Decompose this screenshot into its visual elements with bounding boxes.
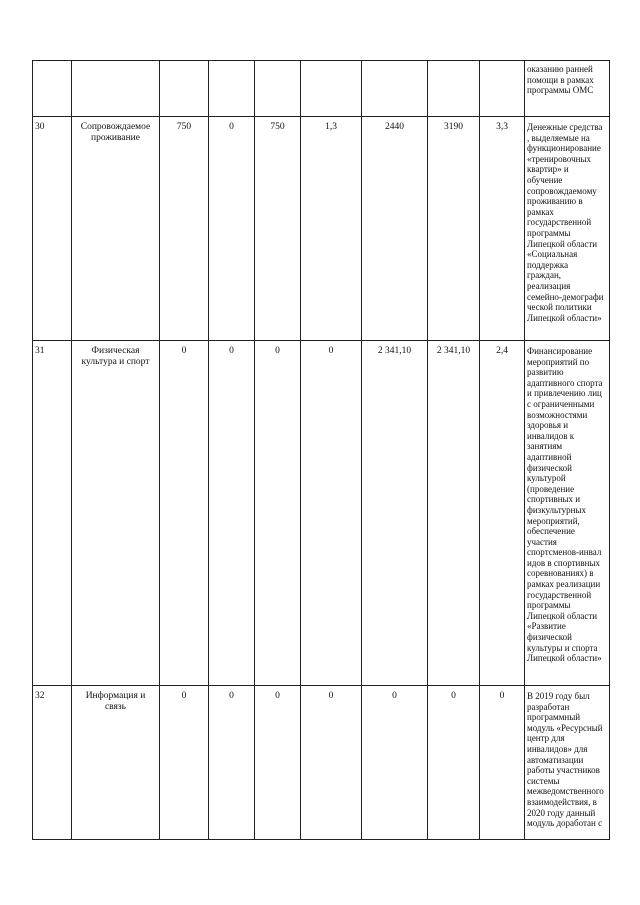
note-line: программы ОМС: [527, 85, 594, 96]
note-line: (проведение: [527, 483, 575, 494]
value-cell: [301, 61, 362, 117]
table-row: [33, 341, 610, 686]
value-cell: 0: [301, 686, 362, 840]
note-line: идов в спортивных: [527, 557, 600, 568]
value-cell: 3190: [428, 117, 480, 341]
note-line: и привлечению лиц: [527, 388, 602, 399]
section-name-cell: Сопровождаемое проживание: [72, 117, 160, 341]
value-cell: 0: [480, 686, 525, 840]
note-line: , выделяемые на: [527, 132, 590, 143]
note-line: физической: [527, 462, 572, 473]
note-line: мероприятий по: [527, 356, 590, 367]
note-line: В 2019 году был: [527, 691, 590, 701]
value-cell: 750: [160, 117, 209, 341]
value-cell: [480, 61, 525, 117]
note-line: системы: [527, 775, 560, 786]
note-line: инвалидов к: [527, 430, 575, 441]
row-number-cell: 30: [33, 117, 72, 341]
note-line: культуры и спорта: [527, 642, 598, 653]
note-line: функционирование: [527, 143, 601, 154]
value-cell: 2 341,10: [428, 341, 480, 686]
value-cell: 2440: [362, 117, 428, 341]
note-line: возможностями: [527, 409, 588, 420]
note-line: обеспечение: [527, 526, 575, 537]
note-line: участия: [527, 536, 557, 547]
note-line: соревнованиях) в: [527, 568, 594, 579]
value-cell: [209, 61, 255, 117]
value-cell: 2 341,10: [362, 341, 428, 686]
note-line: «Развитие: [527, 621, 566, 632]
note-line: «Социальная: [527, 249, 578, 260]
section-name-cell: Информация и связь: [72, 686, 160, 840]
note-line: культурой: [527, 473, 566, 484]
value-cell: 0: [209, 686, 255, 840]
note-line: семейно-демографи: [527, 291, 604, 302]
note-line: поддержка: [527, 259, 569, 270]
note-line: занятиям: [527, 441, 563, 452]
value-cell: 0: [362, 686, 428, 840]
note-line: помощи в рамках: [527, 74, 594, 85]
budget-table: [32, 60, 610, 840]
note-line: Липецкой области: [527, 238, 598, 249]
value-cell: 750: [255, 117, 301, 341]
value-cell: 0: [428, 686, 480, 840]
value-cell: 0: [301, 341, 362, 686]
note-line: реализация: [527, 280, 571, 291]
row-number-cell: 31: [33, 341, 72, 686]
value-cell: 2,4: [480, 341, 525, 686]
section-name-cell: [72, 61, 160, 117]
note-line: взаимодействия, в: [527, 796, 597, 807]
note-line: обучение: [527, 174, 563, 185]
value-cell: 0: [160, 341, 209, 686]
note-line: рамках реализации: [527, 579, 601, 590]
table-row: [33, 686, 610, 840]
note-line: граждан,: [527, 270, 562, 281]
note-line: программы: [527, 600, 571, 611]
note-line: оказанию ранней: [527, 64, 593, 74]
value-cell: 0: [209, 117, 255, 341]
note-line: Липецкой области»: [527, 653, 602, 664]
note-line: адаптивного спорта: [527, 377, 603, 388]
note-cell: [525, 61, 610, 117]
value-cell: [428, 61, 480, 117]
note-line: физкультурных: [527, 504, 586, 515]
value-cell: 3,3: [480, 117, 525, 341]
note-line: Липецкой области»: [527, 312, 602, 323]
value-cell: 0: [255, 686, 301, 840]
note-line: здоровья и: [527, 420, 569, 431]
value-cell: 1,3: [301, 117, 362, 341]
note-line: инвалидов» для: [527, 743, 588, 754]
note-cell: [525, 686, 610, 840]
note-line: рамках: [527, 206, 554, 217]
table-body: [33, 61, 610, 840]
note-line: программы: [527, 227, 571, 238]
note-line: работы участников: [527, 765, 600, 776]
value-cell: [362, 61, 428, 117]
value-cell: 0: [209, 341, 255, 686]
note-line: межведомственного: [527, 786, 604, 797]
note-line: модуль доработан с: [527, 818, 603, 829]
note-line: проживанию в: [527, 196, 583, 207]
note-line: Липецкой области: [527, 610, 598, 621]
row-number-cell: 32: [33, 686, 72, 840]
note-line: мероприятий,: [527, 515, 580, 526]
note-line: адаптивной: [527, 451, 572, 462]
value-cell: [160, 61, 209, 117]
section-name-cell: Физическая культура и спорт: [72, 341, 160, 686]
note-line: «тренировочных: [527, 153, 592, 164]
note-line: физической: [527, 632, 572, 643]
row-number-cell: [33, 61, 72, 117]
note-cell: [525, 117, 610, 341]
note-line: ческой политики: [527, 302, 592, 313]
note-line: центр для: [527, 733, 565, 744]
note-line: сопровождаемому: [527, 185, 597, 196]
note-line: программный: [527, 712, 581, 723]
note-line: государственной: [527, 217, 592, 228]
note-line: государственной: [527, 589, 592, 600]
note-cell: [525, 341, 610, 686]
table-row: [33, 61, 610, 117]
note-line: спортивных и: [527, 494, 581, 505]
value-cell: 0: [255, 341, 301, 686]
note-line: модуль «Ресурсный: [527, 722, 603, 733]
note-line: с ограниченными: [527, 398, 595, 409]
note-line: Финансирование: [527, 346, 593, 356]
note-line: разработан: [527, 701, 570, 712]
note-line: Денежные средства: [527, 122, 603, 132]
table-row: [33, 117, 610, 341]
note-line: спортсменов-инвал: [527, 547, 602, 558]
note-line: квартир» и: [527, 164, 569, 175]
note-line: развитию: [527, 367, 564, 378]
value-cell: [255, 61, 301, 117]
note-line: 2020 году данный: [527, 807, 596, 818]
value-cell: 0: [160, 686, 209, 840]
note-line: автоматизации: [527, 754, 584, 765]
